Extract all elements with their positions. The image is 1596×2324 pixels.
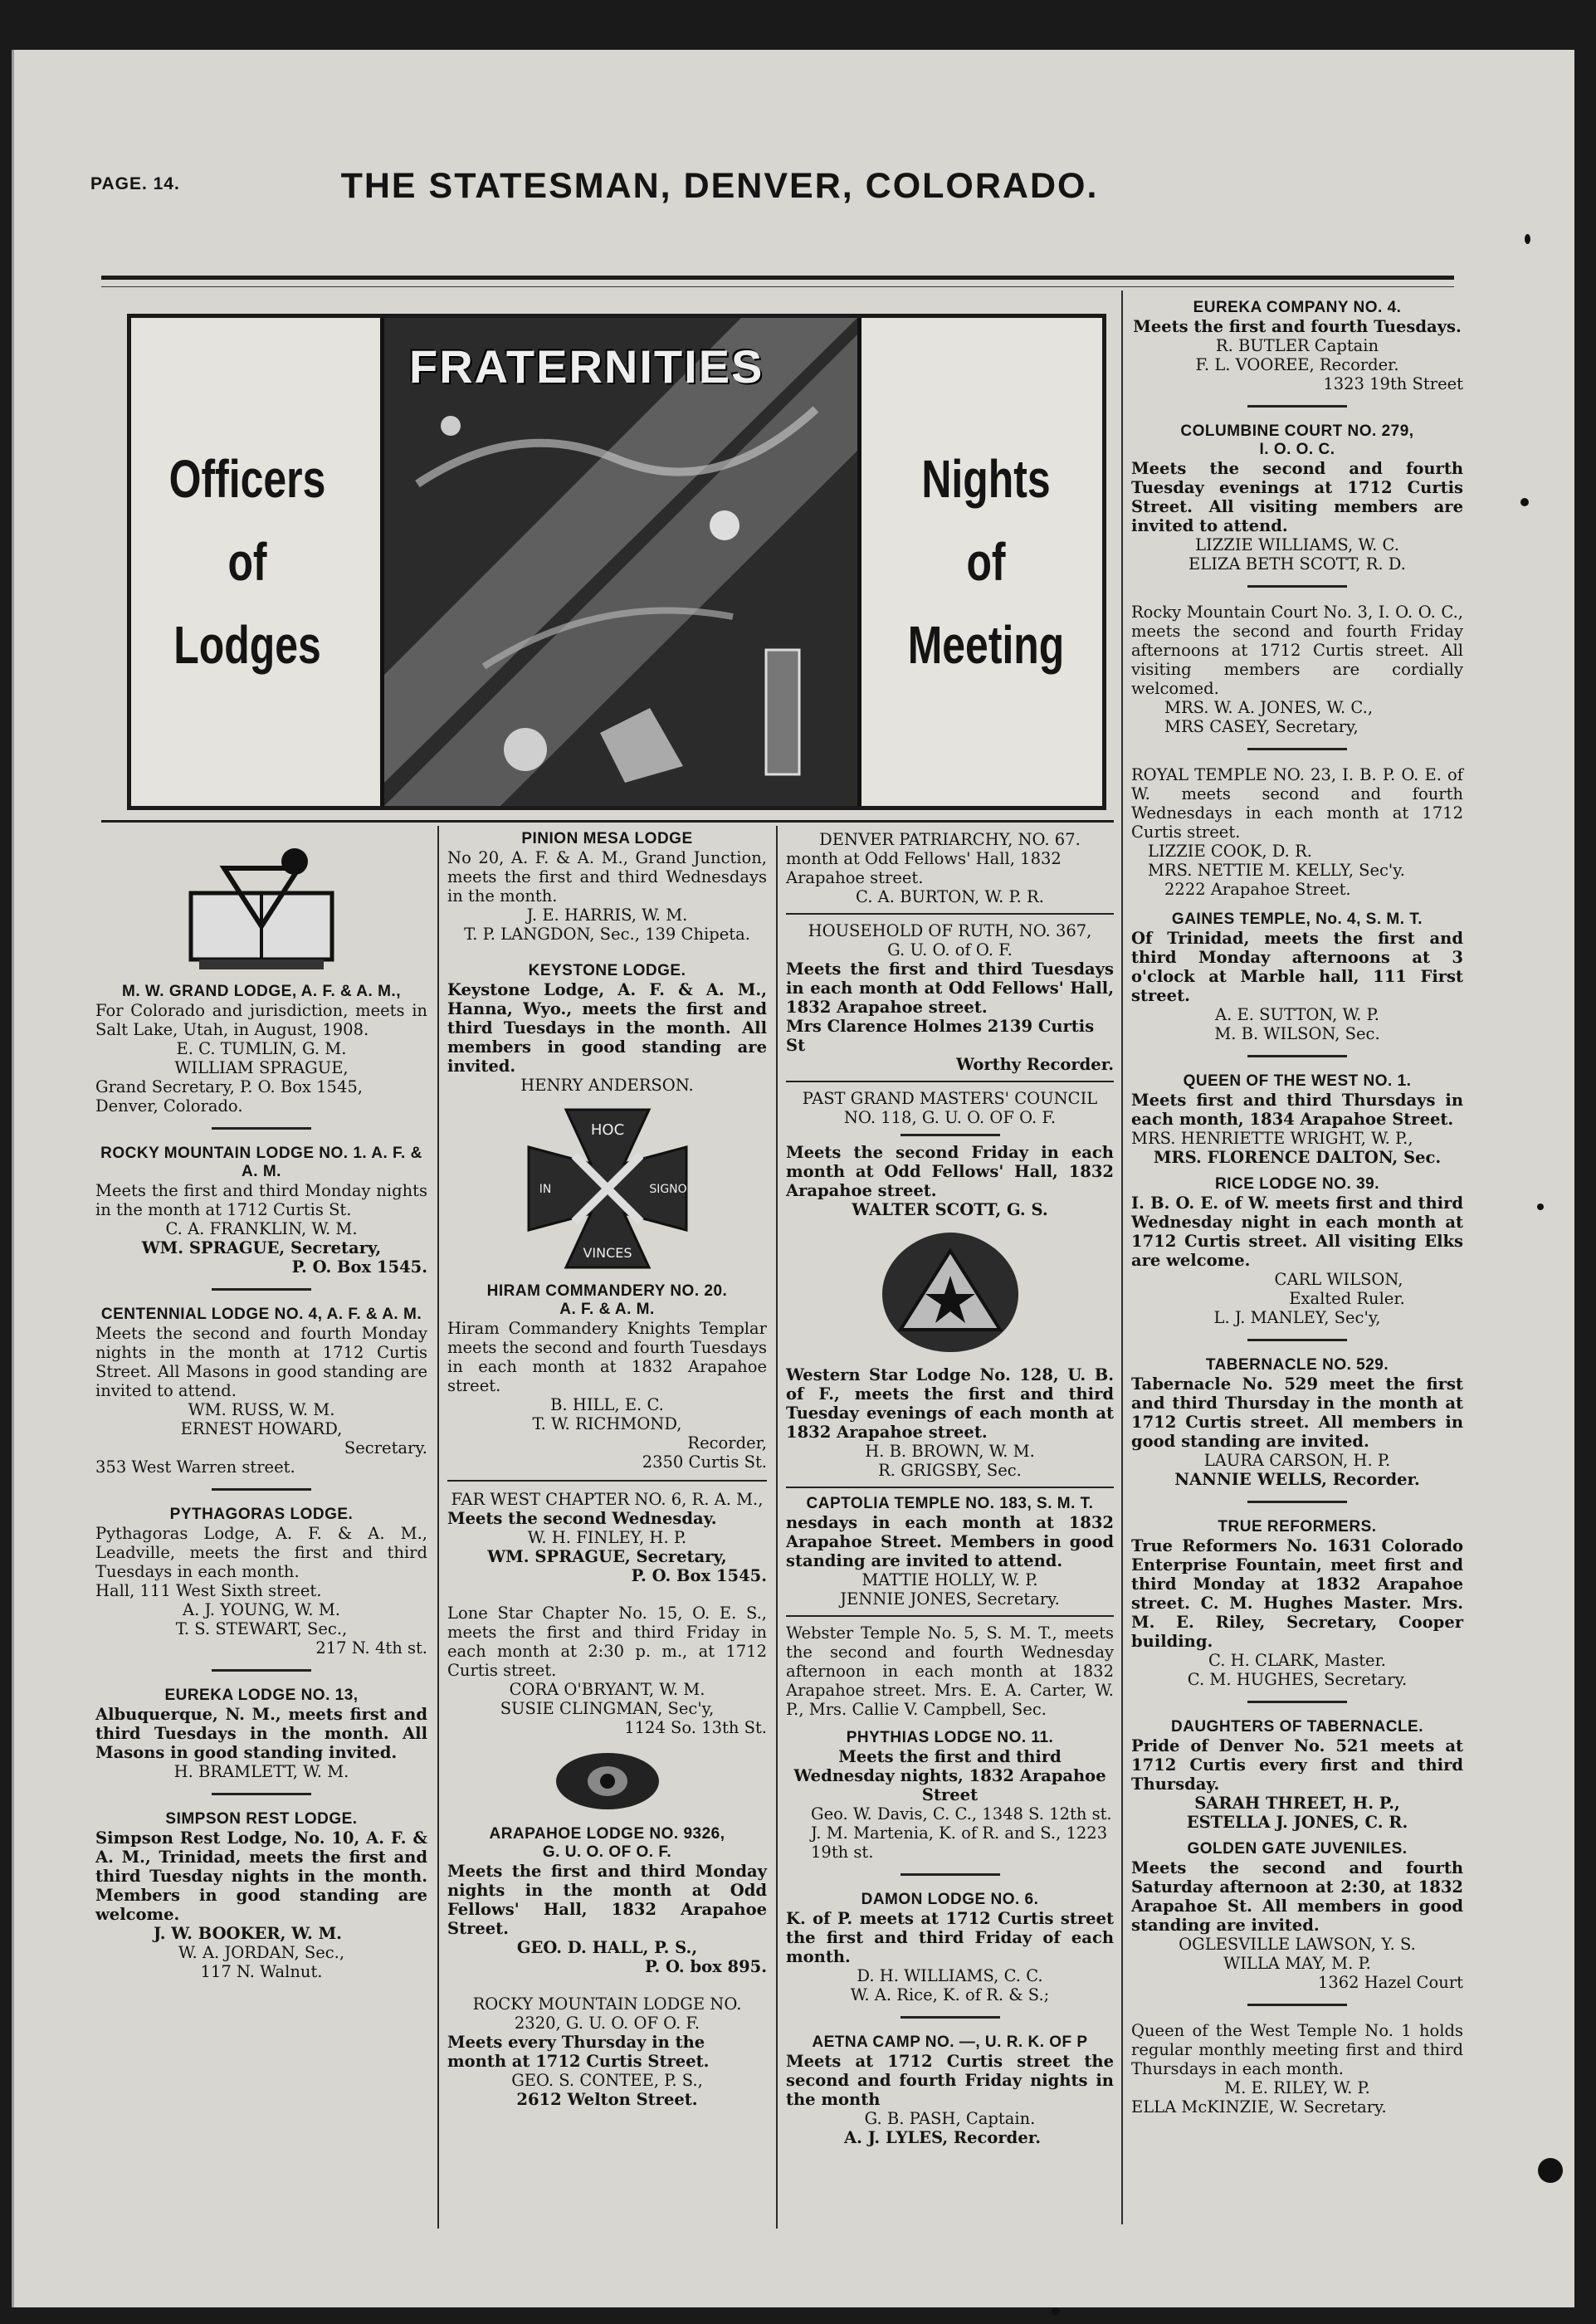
officer: F. L. VOOREE, Recorder. [1195, 355, 1399, 374]
officer: J. W. BOOKER, W. M. [154, 1924, 342, 1943]
officer: C. A. FRANKLIN, W. M. [165, 1219, 358, 1238]
officer: C. A. BURTON, W. P. R. [856, 887, 1044, 906]
separator [1247, 405, 1347, 408]
officer: M. B. WILSON, Sec. [1214, 1024, 1380, 1043]
officer: LIZZIE WILLIAMS, W. C. [1195, 535, 1399, 554]
arapahoe-lodge-entry [447, 1825, 767, 1976]
officer: SARAH THREET, H. P., [1194, 1794, 1400, 1813]
entry-heading: CAPTOLIA TEMPLE NO. 183, S. M. T. [806, 1495, 1094, 1512]
keystone-lodge-entry [447, 962, 767, 1095]
centennial-lodge-entry [95, 1306, 427, 1477]
entry-heading: TRUE REFORMERS. [1218, 1518, 1377, 1536]
entry-text: Meets first and third Thursdays in each month, 1834 Arapahoe Street. [1131, 1091, 1463, 1129]
banner-left-text: Officers of Lodges [168, 449, 326, 675]
entry-subheading: G. U. O. OF O. F. [542, 1843, 672, 1861]
golden-gate-juveniles-entry [1131, 1840, 1463, 1992]
ink-speck [1525, 234, 1530, 244]
emblem-word-top: HOC [590, 1121, 624, 1139]
entry-text: True Reformers No. 1631 Colorado Enterprise Fountain, meet first and third Monday at 1832 Arapahoe street. C. M. Hughes Master. Mrs. M. E. Riley, Secretary, Cooper building. [1131, 1536, 1463, 1651]
entry-heading: COLUMBINE COURT NO. 279, [1180, 422, 1414, 440]
denver-patriarchy-entry [786, 830, 1114, 906]
officer: CARL WILSON, [1274, 1270, 1403, 1289]
entry-subheading: NO. 118, G. U. O. OF O. F. [843, 1108, 1057, 1127]
entry-heading: EUREKA LODGE NO. 13, [164, 1687, 359, 1704]
star-seal-emblem [876, 1226, 1025, 1359]
household-of-ruth-entry [786, 921, 1114, 1074]
entry-text: month at Odd Fellows' Hall, 1832 Arapahoe street. [786, 849, 1062, 887]
officer: GEO. D. HALL, P. S., [516, 1938, 698, 1957]
officer: W. A. Rice, K. of R. & S.; [850, 1985, 1050, 2004]
officer: ELIZA BETH SCOTT, R. D. [1188, 554, 1406, 574]
address: 1124 So. 13th St. [624, 1718, 767, 1737]
officer: WILLIAM SPRAGUE, [174, 1058, 349, 1077]
officer: M. E. RILEY, W. P. [1224, 2078, 1370, 2097]
entry-text: Meets the second Wednesday. [447, 1509, 717, 1528]
hiram-commandery-entry [447, 1282, 767, 1472]
ink-speck [1537, 1204, 1544, 1210]
fraternities-banner [127, 314, 1106, 810]
officer: ERNEST HOWARD, [180, 1419, 343, 1438]
officer: WILLA MAY, M. P. [1223, 1954, 1371, 1973]
header-rule-thin [101, 286, 1454, 287]
separator [447, 1480, 767, 1482]
entry-text: Of Trinidad, meets the first and third Monday afternoons at 3 o'clock at Marble hall, 111 First street. [1131, 929, 1463, 1005]
officer: T. S. STEWART, Sec., [175, 1619, 348, 1638]
entry-text: Albuquerque, N. M., meets first and third Tuesdays in the month. All Masons in good standing invited. [95, 1705, 427, 1762]
western-star-lodge-entry [786, 1365, 1114, 1480]
entry-heading: SIMPSON REST LODGE. [165, 1810, 358, 1828]
entry-heading: PAST GRAND MASTERS' COUNCIL [802, 1089, 1098, 1108]
rice-lodge-entry [1131, 1175, 1463, 1327]
officer-title: Recorder, [687, 1433, 767, 1452]
emblem-word-left: IN [539, 1183, 551, 1196]
address: 117 N. Walnut. [200, 1962, 323, 1981]
columbine-court-entry [1131, 422, 1463, 574]
entry-text: Rocky Mountain Court No. 3, I. O. O. C., meets the second and fourth Friday afternoons at 1712 Curtis street. All visiting members are cordially welcomed. [1131, 603, 1463, 698]
officer: MRS. HENRIETTE WRIGHT, W. P., [1131, 1129, 1413, 1148]
separator [212, 1127, 311, 1130]
officer: MRS. NETTIE M. KELLY, Sec'y. [1148, 861, 1405, 880]
entry-heading: KEYSTONE LODGE. [528, 962, 686, 979]
past-grand-masters-entry [786, 1089, 1114, 1219]
all-seeing-eye-emblem [549, 1744, 666, 1819]
entry-heading: GAINES TEMPLE, No. 4, S. M. T. [1171, 911, 1423, 928]
hall: Hall, 111 West Sixth street. [95, 1581, 322, 1600]
officer: J. M. Martenia, K. of R. and S., 1223 19th st. [811, 1824, 1108, 1862]
separator [786, 1615, 1114, 1617]
officer: T. W. RICHMOND, [532, 1414, 682, 1433]
separator [786, 1487, 1114, 1488]
phythias-lodge-entry [786, 1729, 1114, 1862]
eureka-lodge-entry [95, 1687, 427, 1781]
rocky-mountain-lodge-entry [95, 1145, 427, 1277]
open-book-icon [174, 843, 349, 976]
separator [1247, 748, 1347, 750]
separator [212, 1488, 311, 1491]
officer-title: Worthy Recorder. [956, 1055, 1114, 1074]
pythagoras-lodge-entry [95, 1506, 427, 1658]
separator [1247, 1501, 1347, 1503]
entry-heading: HOUSEHOLD OF RUTH, NO. 367, [808, 921, 1092, 940]
entry-text: ROYAL TEMPLE NO. 23, I. B. P. O. E. of W. meets second and fourth Wednesdays in each month at 1712 Curtis street. [1131, 765, 1463, 842]
officer: C. H. CLARK, Master. [1208, 1651, 1386, 1670]
entry-heading: ROCKY MOUNTAIN LODGE NO. 1. A. F. & A. M. [100, 1145, 422, 1180]
grand-lodge-entry [95, 983, 427, 1116]
entry-heading: AETNA CAMP NO. —, U. R. K. OF P [812, 2034, 1088, 2051]
officer-title: Grand Secretary, P. O. Box 1545, Denver, Colorado. [95, 1077, 363, 1116]
rocky-mountain-court-entry [1131, 603, 1463, 736]
entry-text: Queen of the West Temple No. 1 holds regular monthly meeting first and third Thursdays in each month. [1131, 2021, 1463, 2078]
pinion-mesa-lodge-entry [447, 830, 767, 944]
entry-text: No 20, A. F. & A. M., Grand Junction, meets the first and third Wednesdays in the month. [447, 848, 767, 906]
officer: E. C. TUMLIN, G. M. [176, 1039, 347, 1058]
entry-text: Meets the first and third Tuesdays in each month at Odd Fellows' Hall, 1832 Arapahoe street. [786, 959, 1114, 1017]
entry-text: Tabernacle No. 529 meet the first and third Thursday in the month at 1712 Curtis street. All members in good standing are invited. [1131, 1374, 1463, 1451]
address: P. O. Box 1545. [631, 1566, 767, 1585]
entry-text: Meets at 1712 Curtis street the second and fourth Friday nights in the month [786, 2052, 1114, 2109]
officer: R. BUTLER Captain [1215, 336, 1379, 355]
ink-speck [1520, 498, 1529, 506]
entry-text: Simpson Rest Lodge, No. 10, A. F. & A. M., Trinidad, meets the first and third Tuesday nights in the month. Members in good standing are welcome. [95, 1828, 427, 1924]
officer: WALTER SCOTT, G. S. [852, 1200, 1048, 1219]
entry-text: For Colorado and jurisdiction, meets in Salt Lake, Utah, in August, 1908. [95, 1001, 427, 1039]
officer: Geo. W. Davis, C. C., 1348 S. 12th st. [811, 1804, 1112, 1824]
header-rule [101, 276, 1454, 280]
queen-of-the-west-entry [1131, 1072, 1463, 1167]
officer-title: Exalted Ruler. [1289, 1289, 1405, 1308]
column-1 [95, 837, 427, 1981]
banner-illustration [380, 318, 861, 806]
officer: LAURA CARSON, H. P. [1203, 1451, 1391, 1470]
entry-text: Meets every Thursday in the month at 1712 Curtis Street. [447, 2033, 710, 2071]
column-4 [1131, 299, 1463, 2116]
rocky-mountain-oof-entry [447, 1994, 767, 2109]
templar-cross-emblem [520, 1101, 695, 1276]
officer: T. P. LANGDON, Sec., 139 Chipeta. [464, 925, 750, 944]
officer: GEO. S. CONTEE, P. S., [511, 2071, 703, 2090]
officer: J. E. HARRIS, W. M. [526, 906, 688, 925]
emblem-word-bottom: VINCES [582, 1245, 632, 1261]
entry-text: Lone Star Chapter No. 15, O. E. S., meets the first and third Friday in each month at 2:30 p. m., at 1712 Curtis street. [447, 1604, 767, 1680]
entry-text: Meets the second and fourth Monday nights in the month at 1712 Curtis Street. All Masons in good standing are invited to attend. [95, 1324, 427, 1400]
entry-heading: DAMON LODGE NO. 6. [861, 1891, 1039, 1908]
aetna-camp-entry [786, 2034, 1114, 2147]
separator [1247, 585, 1347, 588]
eureka-company-entry [1131, 299, 1463, 393]
officer: D. H. WILLIAMS, C. C. [857, 1966, 1043, 1985]
entry-subheading: 2320, G. U. O. OF O. F. [514, 2014, 700, 2033]
separator [1247, 1055, 1347, 1057]
officer: LIZZIE COOK, D. R. [1148, 842, 1312, 861]
entry-text: Meets the first and third Monday nights in the month at Odd Fellows' Hall, 1832 Arapahoe Street. [447, 1862, 767, 1938]
officer: L. J. MANLEY, Sec'y, [1213, 1308, 1381, 1327]
royal-temple-entry [1131, 765, 1463, 899]
officer: R. GRIGSBY, Sec. [878, 1461, 1022, 1480]
entry-heading: HIRAM COMMANDERY NO. 20. [486, 1282, 728, 1300]
entry-text: Keystone Lodge, A. F. & A. M., Hanna, Wyo., meets the first and third Tuesdays in the month. All members in good standing are invited. [447, 980, 767, 1076]
banner-bottom-rule [101, 820, 1114, 823]
entry-text: Meets the first and fourth Tuesdays. [1133, 317, 1462, 336]
entry-text: Pythagoras Lodge, A. F. & A. M., Leadville, meets the first and third Tuesdays in each month. [95, 1524, 427, 1581]
queen-west-temple-entry [1131, 2021, 1463, 2116]
entry-heading: DENVER PATRIARCHY, NO. 67. [819, 830, 1081, 849]
entry-heading: FAR WEST CHAPTER NO. 6, R. A. M., [451, 1490, 764, 1509]
officer: W. A. JORDAN, Sec., [178, 1943, 345, 1962]
entry-text: Webster Temple No. 5, S. M. T., meets the second and fourth Wednesday afternoon in each month at 1832 Arapahoe street. Mrs. E. A. Carter, W. P., Mrs. Callie V. Campbell, Sec. [786, 1623, 1114, 1719]
officer: OGLESVILLE LAWSON, Y. S. [1179, 1935, 1416, 1954]
entry-text: I. B. O. E. of W. meets first and third Wednesday night in each month at 1712 Curtis street. All visiting Elks are welcome. [1131, 1194, 1463, 1270]
address: 1323 19th Street [1323, 374, 1463, 393]
entry-heading: EUREKA COMPANY NO. 4. [1193, 299, 1402, 316]
officer: H. BRAMLETT, W. M. [173, 1762, 349, 1781]
officer: MRS. W. A. JONES, W. C., [1164, 698, 1374, 717]
separator [900, 1873, 1000, 1876]
newspaper-page [12, 50, 1574, 2307]
officer: SUSIE CLINGMAN, Sec'y, [500, 1699, 715, 1718]
officer: WM. SPRAGUE, Secretary, [487, 1547, 727, 1566]
separator [212, 1288, 311, 1291]
address: P. O. box 895. [645, 1957, 767, 1976]
officer: MRS. FLORENCE DALTON, Sec. [1153, 1148, 1442, 1167]
entry-text: nesdays in each month at 1832 Arapahoe Street. Members in good standing are invited to attend. [786, 1513, 1114, 1570]
officer: Mrs Clarence Holmes 2139 Curtis St [786, 1017, 1095, 1055]
ink-speck [1538, 2158, 1563, 2183]
entry-heading: M. W. GRAND LODGE, A. F. & A. M., [122, 983, 401, 1000]
emblem-word-right: SIGNO [648, 1183, 687, 1196]
entry-text: Meets the second and fourth Saturday afternoon at 2:30, at 1832 Arapahoe St. All members in good standing are invited. [1131, 1858, 1463, 1935]
page-number: PAGE. 14. [90, 174, 180, 193]
column-2 [447, 830, 767, 2109]
officer: A. J. LYLES, Recorder. [844, 2128, 1041, 2147]
officer: A. J. YOUNG, W. M. [182, 1600, 340, 1619]
officer: H. B. BROWN, W. M. [865, 1442, 1035, 1461]
separator [1247, 2004, 1347, 2006]
entry-heading: PHYTHIAS LODGE NO. 11. [846, 1729, 1054, 1746]
address: 353 West Warren street. [95, 1457, 295, 1477]
entry-text: Meets the second Friday in each month at Odd Fellows' Hall, 1832 Arapahoe street. [786, 1143, 1114, 1200]
entry-text: Meets the first and third Monday nights in the month at 1712 Curtis St. [95, 1181, 427, 1219]
address: P. O. Box 1545. [291, 1257, 427, 1277]
entry-heading: RICE LODGE NO. 39. [1215, 1175, 1379, 1193]
officer: WM. SPRAGUE, Secretary, [141, 1238, 382, 1257]
far-west-chapter-entry [447, 1490, 767, 1585]
officer-title: Secretary. [344, 1438, 427, 1457]
entry-text: Meets the first and third Wednesday nights, 1832 Arapahoe Street [793, 1747, 1106, 1804]
entry-heading: GOLDEN GATE JUVENILES. [1187, 1840, 1408, 1858]
address: 2612 Welton Street. [516, 2090, 698, 2109]
tabernacle-entry [1131, 1356, 1463, 1489]
entry-heading: ROCKY MOUNTAIN LODGE NO. [472, 1994, 742, 2014]
daughters-of-tabernacle-entry [1131, 1718, 1463, 1832]
column-3 [786, 830, 1114, 2147]
column-rule [437, 826, 439, 2229]
entry-heading: CENTENNIAL LODGE NO. 4, A. F. & A. M. [100, 1306, 422, 1323]
entry-heading: ARAPAHOE LODGE NO. 9326, [489, 1825, 725, 1843]
entry-heading: QUEEN OF THE WEST NO. 1. [1183, 1072, 1412, 1090]
entry-text: K. of P. meets at 1712 Curtis street the first and third Friday of each month. [786, 1909, 1114, 1966]
entry-subheading: G. U. O. of O. F. [887, 940, 1013, 959]
entry-subheading: A. F. & A. M. [559, 1301, 655, 1318]
officer: ESTELLA J. JONES, C. R. [1186, 1813, 1408, 1832]
entry-text: Western Star Lodge No. 128, U. B. of F., meets the first and third Tuesday evenings of each month at 1832 Arapahoe street. [786, 1365, 1114, 1442]
entry-heading: PINION MESA LODGE [521, 830, 693, 847]
officer: ELLA McKINZIE, W. Secretary. [1131, 2097, 1387, 2116]
separator [1247, 1339, 1347, 1341]
paper-title: THE STATESMAN, DENVER, COLORADO. [340, 166, 1099, 206]
separator [786, 913, 1114, 915]
entry-text: Pride of Denver No. 521 meets at 1712 Curtis every first and third Thursday. [1131, 1736, 1463, 1794]
lone-star-chapter-entry [447, 1604, 767, 1737]
officer: JENNIE JONES, Secretary. [840, 1589, 1060, 1609]
separator [212, 1793, 311, 1795]
banner-right-text: Nights of Meeting [907, 449, 1065, 675]
ink-speck [1052, 2307, 1060, 2316]
damon-lodge-entry [786, 1891, 1114, 2004]
entry-heading: PYTHAGORAS LODGE. [169, 1506, 354, 1523]
entry-text: Meets the second and fourth Tuesday evenings at 1712 Curtis Street. All visiting members are invited to attend. [1131, 459, 1463, 535]
entry-text: Hiram Commandery Knights Templar meets the second and fourth Tuesdays in each month at 1832 Arapahoe street. [447, 1319, 767, 1395]
officer: MRS CASEY, Secretary, [1164, 717, 1359, 736]
column-rule [1121, 290, 1123, 2224]
officer: CORA O'BRYANT, W. M. [509, 1680, 705, 1699]
webster-temple-entry [786, 1623, 1114, 1719]
simpson-rest-lodge-entry [95, 1810, 427, 1981]
officer: A. E. SUTTON, W. P. [1215, 1005, 1379, 1024]
address: 1362 Hazel Court [1317, 1973, 1463, 1992]
separator [1247, 1701, 1347, 1703]
banner-center-title: FRATERNITIES [409, 340, 764, 393]
entry-subheading: I. O. O. C. [1259, 441, 1335, 458]
officer: C. M. HUGHES, Secretary. [1187, 1670, 1408, 1689]
officer: NANNIE WELLS, Recorder. [1174, 1470, 1420, 1489]
address: 2222 Arapahoe Street. [1164, 880, 1351, 899]
true-reformers-entry [1131, 1518, 1463, 1689]
officer: WM. RUSS, W. M. [188, 1400, 335, 1419]
officer: HENRY ANDERSON. [520, 1076, 694, 1095]
officer: B. HILL, E. C. [550, 1395, 664, 1414]
separator [900, 2016, 1000, 2019]
column-rule [776, 826, 778, 2229]
address: 2350 Curtis St. [642, 1452, 767, 1472]
officer: W. H. FINLEY, H. P. [527, 1528, 687, 1547]
address: 217 N. 4th st. [315, 1638, 427, 1658]
separator [212, 1669, 311, 1672]
officer: MATTIE HOLLY, W. P. [861, 1570, 1038, 1589]
separator [786, 1081, 1114, 1082]
gaines-temple-entry [1131, 911, 1463, 1043]
officer: G. B. PASH, Captain. [864, 2109, 1036, 2128]
entry-heading: TABERNACLE NO. 529. [1205, 1356, 1389, 1374]
entry-heading: DAUGHTERS OF TABERNACLE. [1170, 1718, 1424, 1736]
captolia-temple-entry [786, 1495, 1114, 1609]
